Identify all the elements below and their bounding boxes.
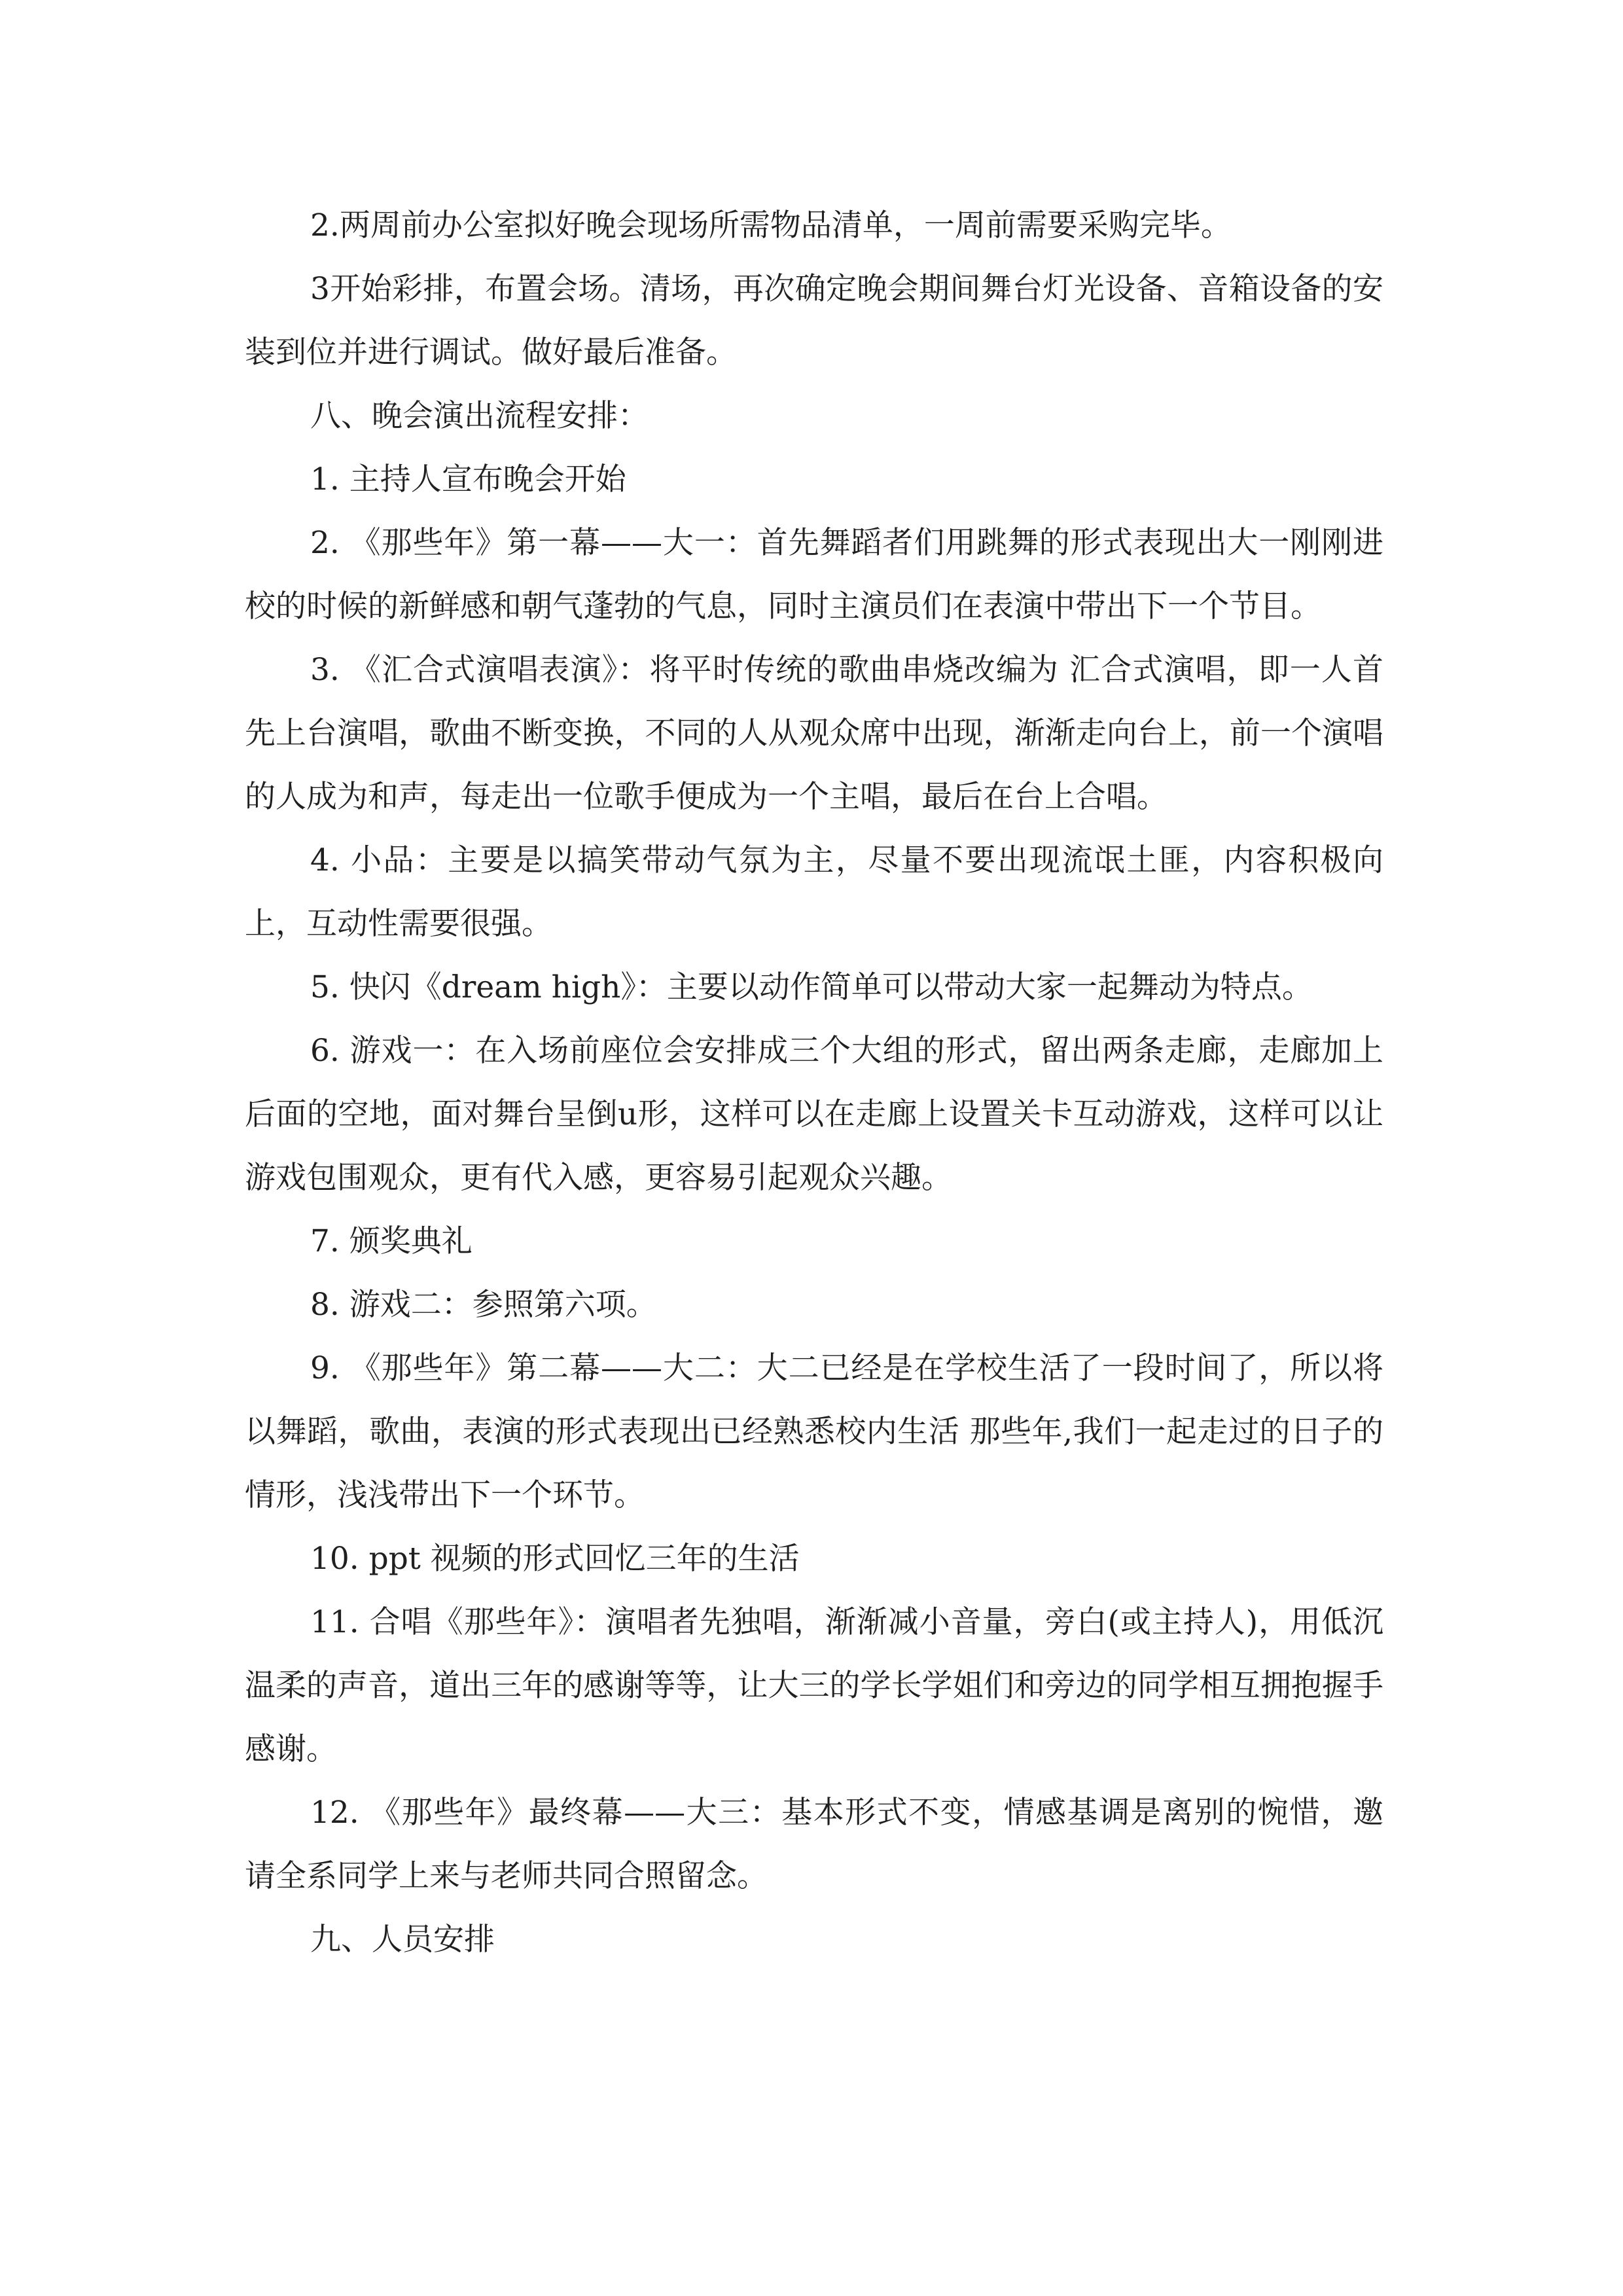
- list-item: 12. 《那些年》最终幕——大三：基本形式不变，情感基调是离别的惋惜，邀请全系同学上来与老师共同合照留念。: [245, 1795, 1383, 1894]
- list-item: 9. 《那些年》第二幕——大二：大二已经是在学校生活了一段时间了，所以将以舞蹈，歌曲，表演的形式表现出已经熟悉校内生活 那些年,我们一起走过的日子的情形，浅浅带出下一个环节。: [245, 1350, 1383, 1513]
- list-item: 6. 游戏一：在入场前座位会安排成三个大组的形式，留出两条走廊，走廊加上后面的空地，面对舞台呈倒u形，这样可以在走廊上设置关卡互动游戏，这样可以让游戏包围观众，更有代入感，更容易引起观众兴趣。: [245, 1033, 1383, 1196]
- list-item: 7. 颁奖典礼: [310, 1223, 473, 1259]
- list-item: 2. 《那些年》第一幕——大一：首先舞蹈者们用跳舞的形式表现出大一刚刚进校的时候的新鲜感和朝气蓬勃的气息，同时主演员们在表演中带出下一个节目。: [245, 525, 1383, 624]
- paragraph-rehearsal: 3开始彩排，布置会场。清场，再次确定晚会期间舞台灯光设备、音箱设备的安装到位并进行调试。做好最后准备。: [245, 271, 1383, 370]
- list-item: 3. 《汇合式演唱表演》：将平时传统的歌曲串烧改编为 汇合式演唱，即一人首先上台演唱，歌曲不断变换，不同的人从观众席中出现，渐渐走向台上，前一个演唱的人成为和声，每走出一位歌手便成为一个主唱，最后在台上合唱。: [245, 652, 1383, 815]
- list-item: 4. 小品：主要是以搞笑带动气氛为主，尽量不要出现流氓土匪，内容积极向上，互动性需要很强。: [245, 842, 1383, 942]
- list-item: 8. 游戏二：参照第六项。: [310, 1287, 657, 1323]
- list-item: 11. 合唱《那些年》：演唱者先独唱，渐渐减小音量，旁白(或主持人)，用低沉温柔的声音，道出三年的感谢等等，让大三的学长学姐们和旁边的同学相互拥抱握手感谢。: [245, 1604, 1383, 1767]
- section-heading-staffing: 九、人员安排: [310, 1922, 495, 1958]
- paragraph-prep-list: 2.两周前办公室拟好晚会现场所需物品清单，一周前需要采购完毕。: [310, 207, 1232, 243]
- list-item: 1. 主持人宣布晚会开始: [310, 461, 626, 497]
- section-heading-program-flow: 八、晚会演出流程安排：: [310, 398, 649, 434]
- list-item: 10. ppt 视频的形式回忆三年的生活: [310, 1541, 800, 1577]
- document-body: [245, 194, 1383, 1971]
- list-item: 5. 快闪《dream high》：主要以动作简单可以带动大家一起舞动为特点。: [310, 969, 1313, 1005]
